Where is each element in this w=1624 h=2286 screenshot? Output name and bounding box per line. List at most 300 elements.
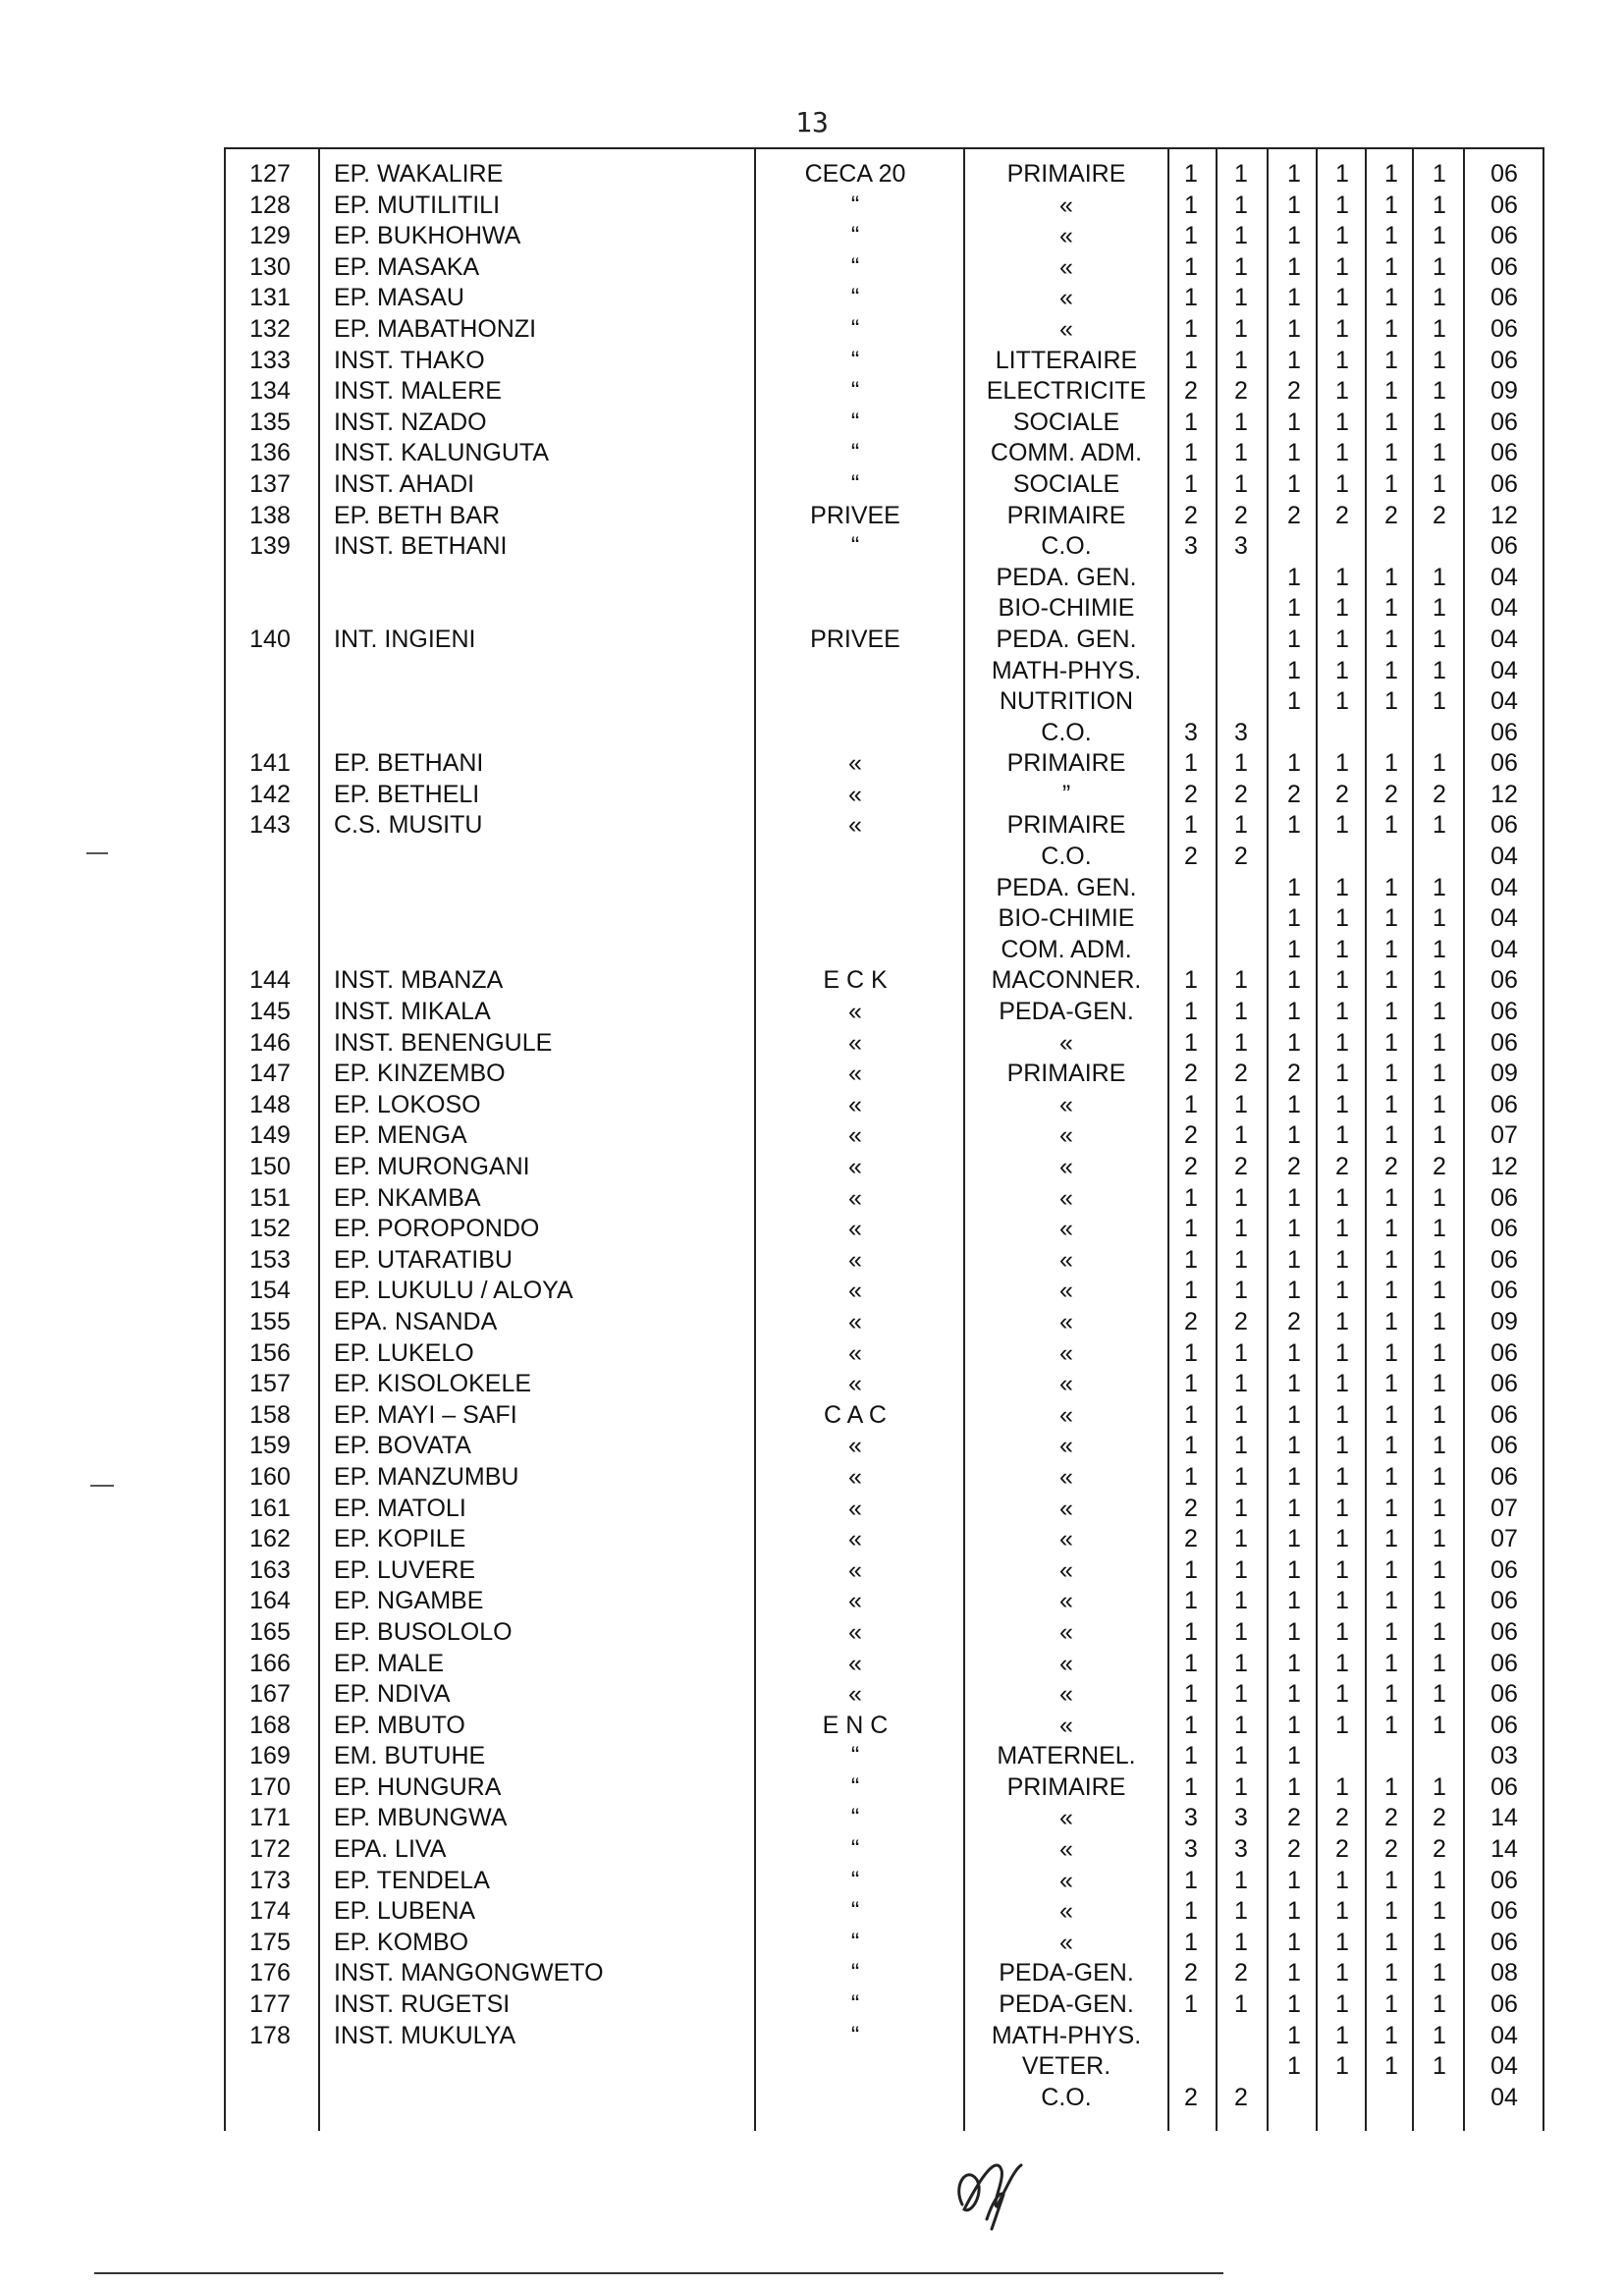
table-row <box>224 810 1544 842</box>
grade-count: 1 <box>1433 1338 1446 1367</box>
grade-count: 1 <box>1433 1277 1446 1305</box>
grade-count: 1 <box>1184 1897 1198 1926</box>
grade-count: 1 <box>1335 1772 1349 1801</box>
grade-count: 2 <box>1184 1959 1198 1987</box>
row-number: 177 <box>249 1990 291 2019</box>
grade-count: 1 <box>1433 346 1446 374</box>
grade-count: 1 <box>1384 563 1398 591</box>
section: « <box>1059 1462 1073 1491</box>
grade-count: 3 <box>1234 718 1248 746</box>
grade-count: 3 <box>1234 1835 1248 1864</box>
grade-count: 1 <box>1234 811 1248 840</box>
section: ” <box>1061 780 1071 808</box>
grade-count: 1 <box>1384 1649 1398 1677</box>
grade-count: 2 <box>1184 843 1198 871</box>
row-number: 159 <box>249 1432 291 1460</box>
table-row <box>224 1772 1544 1804</box>
total: 06 <box>1490 1432 1518 1460</box>
grade-count: 2 <box>1287 1060 1301 1088</box>
grade-count: 1 <box>1335 377 1349 406</box>
total: 06 <box>1490 1183 1518 1212</box>
grade-count: 2 <box>1234 1153 1248 1180</box>
grade-count: 1 <box>1234 749 1248 778</box>
grade-count: 1 <box>1433 1370 1446 1398</box>
row-number: 146 <box>249 1028 291 1057</box>
grade-count: 1 <box>1433 1617 1446 1646</box>
grade-count: 1 <box>1234 1338 1248 1367</box>
grade-count: 1 <box>1335 1277 1349 1305</box>
grade-count: 1 <box>1335 346 1349 374</box>
grade-count: 1 <box>1234 1742 1248 1770</box>
section: « <box>1059 1494 1073 1522</box>
regime: « <box>848 1338 862 1367</box>
grade-count: 1 <box>1287 594 1301 623</box>
table-row <box>224 1834 1544 1866</box>
section: « <box>1059 1525 1073 1553</box>
school-name: EP. TENDELA <box>334 1866 490 1894</box>
grade-count: 1 <box>1234 1866 1248 1894</box>
total: 12 <box>1490 1153 1518 1180</box>
grade-count: 1 <box>1287 656 1301 684</box>
table-row <box>224 593 1544 625</box>
grade-count: 1 <box>1433 811 1446 840</box>
row-number: 127 <box>249 160 291 188</box>
grade-count: 1 <box>1184 222 1198 250</box>
section: COMM. ADM. <box>990 439 1143 467</box>
grade-count: 1 <box>1287 1928 1301 1956</box>
school-name: EP. KOMBO <box>334 1928 469 1956</box>
school-name: INT. INGIENI <box>334 625 476 653</box>
table-row <box>224 1617 1544 1649</box>
grade-count: 2 <box>1335 1153 1349 1180</box>
grade-count: 1 <box>1433 469 1446 498</box>
total: 06 <box>1490 1680 1518 1709</box>
section: PRIMAIRE <box>1006 1772 1126 1801</box>
grade-count: 1 <box>1184 1245 1198 1274</box>
grade-count: 3 <box>1234 532 1248 561</box>
regime: PRIVEE <box>810 625 900 653</box>
table-row <box>224 1711 1544 1742</box>
grade-count: 2 <box>1287 377 1301 406</box>
grade-count: 1 <box>1184 1183 1198 1212</box>
grade-count: 1 <box>1287 190 1301 219</box>
row-number: 151 <box>249 1183 291 1212</box>
school-name: INST. MIKALA <box>334 998 491 1026</box>
grade-count: 1 <box>1335 594 1349 623</box>
regime: « <box>848 1028 862 1057</box>
total: 04 <box>1490 904 1518 933</box>
total: 06 <box>1490 1866 1518 1894</box>
grade-count: 1 <box>1234 284 1248 312</box>
grade-count: 1 <box>1234 998 1248 1026</box>
total: 06 <box>1490 190 1518 219</box>
grade-count: 1 <box>1287 1370 1301 1398</box>
section: « <box>1059 1277 1073 1305</box>
regime: “ <box>850 1772 860 1801</box>
grade-count: 2 <box>1335 1804 1349 1832</box>
grade-count: 1 <box>1287 1090 1301 1118</box>
grade-count: 1 <box>1335 749 1349 778</box>
grade-count: 1 <box>1335 2021 1349 2049</box>
table-row <box>224 1679 1544 1711</box>
regime: PRIVEE <box>810 501 900 529</box>
section: ELECTRICITE <box>986 377 1147 406</box>
grade-count: 2 <box>1234 1959 1248 1987</box>
grade-count: 1 <box>1433 656 1446 684</box>
total: 06 <box>1490 811 1518 840</box>
regime: “ <box>850 377 860 406</box>
school-name: EP. KISOLOKELE <box>334 1370 532 1398</box>
grade-count: 1 <box>1184 284 1198 312</box>
total: 06 <box>1490 1277 1518 1305</box>
grade-count: 1 <box>1234 1525 1248 1553</box>
section: « <box>1059 1338 1073 1367</box>
school-name: EP. MASAU <box>334 284 464 312</box>
section: SOCIALE <box>1012 408 1120 436</box>
school-name: EP. NDIVA <box>334 1680 451 1709</box>
total: 06 <box>1490 160 1518 188</box>
regime: E C K <box>823 966 888 995</box>
table-row <box>224 1462 1544 1494</box>
grade-count: 2 <box>1234 843 1248 871</box>
school-name: INST. RUGETSI <box>334 1990 511 2019</box>
total: 06 <box>1490 1897 1518 1926</box>
grade-count: 1 <box>1433 1959 1446 1987</box>
regime: “ <box>850 222 860 250</box>
grade-count: 1 <box>1335 935 1349 963</box>
grade-count: 1 <box>1287 1866 1301 1894</box>
total: 06 <box>1490 966 1518 995</box>
grade-count: 2 <box>1184 1525 1198 1553</box>
grade-count: 1 <box>1433 594 1446 623</box>
grade-count: 1 <box>1335 1649 1349 1677</box>
regime: « <box>848 1060 862 1088</box>
section: BIO-CHIMIE <box>998 594 1135 623</box>
row-number: 166 <box>249 1649 291 1677</box>
regime: “ <box>850 1897 860 1926</box>
grade-count: 1 <box>1234 160 1248 188</box>
grade-count: 1 <box>1384 2052 1398 2081</box>
regime: “ <box>850 439 860 467</box>
row-number: 141 <box>249 749 291 778</box>
section: PRIMAIRE <box>1006 749 1126 778</box>
grade-count: 1 <box>1384 1432 1398 1460</box>
section: PEDA-GEN. <box>999 998 1134 1026</box>
regime: CECA 20 <box>804 160 906 188</box>
regime: « <box>848 749 862 778</box>
school-name: EP. LUVERE <box>334 1555 476 1584</box>
regime: “ <box>850 532 860 561</box>
grade-count: 1 <box>1335 625 1349 653</box>
grade-count: 2 <box>1234 780 1248 808</box>
row-number: 144 <box>249 966 291 995</box>
regime: “ <box>850 1866 860 1894</box>
section: PEDA-GEN. <box>999 1990 1134 2019</box>
section: MATERNEL. <box>997 1742 1136 1770</box>
total: 06 <box>1490 1990 1518 2019</box>
section: « <box>1059 1121 1073 1150</box>
grade-count: 2 <box>1184 1060 1198 1088</box>
grade-count: 1 <box>1335 563 1349 591</box>
row-number: 171 <box>249 1804 291 1832</box>
grade-count: 1 <box>1384 439 1398 467</box>
school-name: EP. WAKALIRE <box>334 160 504 188</box>
section: C.O. <box>1041 2083 1092 2111</box>
table-row <box>224 1276 1544 1307</box>
regime: « <box>848 1432 862 1460</box>
grade-count: 1 <box>1384 377 1398 406</box>
grade-count: 1 <box>1384 811 1398 840</box>
grade-count: 1 <box>1335 190 1349 219</box>
grade-count: 1 <box>1384 1494 1398 1522</box>
regime: « <box>848 1462 862 1491</box>
grade-count: 2 <box>1433 1153 1446 1180</box>
section: C.O. <box>1041 532 1092 561</box>
grade-count: 3 <box>1184 1835 1198 1864</box>
school-name: EP. MURONGANI <box>334 1153 530 1180</box>
grade-count: 1 <box>1384 2021 1398 2049</box>
grade-count: 1 <box>1287 935 1301 963</box>
grade-count: 1 <box>1234 1617 1248 1646</box>
total: 06 <box>1490 1587 1518 1615</box>
grade-count: 1 <box>1184 346 1198 374</box>
grade-count: 1 <box>1384 904 1398 933</box>
school-name: EP. BETH BAR <box>334 501 501 529</box>
grade-count: 1 <box>1384 1121 1398 1150</box>
grade-count: 1 <box>1234 1028 1248 1057</box>
table-rows <box>224 159 1544 2113</box>
section: NUTRITION <box>999 687 1134 716</box>
grade-count: 1 <box>1234 1183 1248 1212</box>
grade-count: 1 <box>1384 1990 1398 2019</box>
table-row <box>224 1741 1544 1772</box>
grade-count: 1 <box>1433 1432 1446 1460</box>
grade-count: 1 <box>1234 1772 1248 1801</box>
grade-count: 2 <box>1384 1835 1398 1864</box>
grade-count: 1 <box>1184 1866 1198 1894</box>
grade-count: 1 <box>1433 314 1446 343</box>
regime: “ <box>850 284 860 312</box>
grade-count: 1 <box>1384 1555 1398 1584</box>
total: 06 <box>1490 1400 1518 1429</box>
total: 09 <box>1490 377 1518 406</box>
grade-count: 2 <box>1384 780 1398 808</box>
total: 06 <box>1490 252 1518 281</box>
grade-count: 1 <box>1234 1432 1248 1460</box>
row-number: 162 <box>249 1525 291 1553</box>
grade-count: 1 <box>1384 1680 1398 1709</box>
school-name: EP. NGAMBE <box>334 1587 484 1615</box>
grade-count: 1 <box>1384 1617 1398 1646</box>
section: « <box>1059 222 1073 250</box>
grade-count: 1 <box>1335 1617 1349 1646</box>
grade-count: 1 <box>1287 1959 1301 1987</box>
row-number: 149 <box>249 1121 291 1150</box>
table-row <box>224 2083 1544 2114</box>
row-number: 165 <box>249 1617 291 1646</box>
regime: “ <box>850 1742 860 1770</box>
grade-count: 1 <box>1384 594 1398 623</box>
row-number: 168 <box>249 1711 291 1739</box>
regime: « <box>848 1680 862 1709</box>
grade-count: 1 <box>1287 1525 1301 1553</box>
grade-count: 1 <box>1234 1400 1248 1429</box>
grade-count: 1 <box>1433 1525 1446 1553</box>
grade-count: 1 <box>1384 1090 1398 1118</box>
grade-count: 1 <box>1384 190 1398 219</box>
grade-count: 1 <box>1433 998 1446 1026</box>
grade-count: 1 <box>1335 1525 1349 1553</box>
regime: « <box>848 780 862 808</box>
row-number: 153 <box>249 1245 291 1274</box>
total: 06 <box>1490 532 1518 561</box>
total: 14 <box>1490 1835 1518 1864</box>
grade-count: 1 <box>1287 1897 1301 1926</box>
grade-count: 1 <box>1335 687 1349 716</box>
table-row <box>224 1649 1544 1680</box>
grade-count: 1 <box>1384 346 1398 374</box>
grade-count: 1 <box>1433 1462 1446 1491</box>
grade-count: 1 <box>1384 1215 1398 1243</box>
total: 09 <box>1490 1307 1518 1335</box>
grade-count: 1 <box>1287 469 1301 498</box>
school-name: EP. BUKHOHWA <box>334 222 521 250</box>
grade-count: 1 <box>1234 1370 1248 1398</box>
grade-count: 1 <box>1234 252 1248 281</box>
total: 12 <box>1490 780 1518 808</box>
grade-count: 1 <box>1433 222 1446 250</box>
grade-count: 1 <box>1287 1338 1301 1367</box>
table-row <box>224 1338 1544 1370</box>
grade-count: 1 <box>1184 1215 1198 1243</box>
regime: « <box>848 811 862 840</box>
grade-count: 2 <box>1384 1804 1398 1832</box>
grade-count: 1 <box>1335 1959 1349 1987</box>
table-row <box>224 842 1544 873</box>
table-row <box>224 1183 1544 1215</box>
grade-count: 1 <box>1384 1711 1398 1739</box>
total: 06 <box>1490 1928 1518 1956</box>
section: SOCIALE <box>1012 469 1120 498</box>
total: 06 <box>1490 284 1518 312</box>
total: 06 <box>1490 346 1518 374</box>
grade-count: 1 <box>1234 1215 1248 1243</box>
grade-count: 1 <box>1335 998 1349 1026</box>
regime: “ <box>850 408 860 436</box>
grade-count: 1 <box>1335 160 1349 188</box>
section: PRIMAIRE <box>1006 1060 1126 1088</box>
grade-count: 3 <box>1184 718 1198 746</box>
school-name: EM. BUTUHE <box>334 1742 486 1770</box>
grade-count: 1 <box>1234 1121 1248 1150</box>
section: « <box>1059 1028 1073 1057</box>
section: BIO-CHIMIE <box>998 904 1135 933</box>
total: 04 <box>1490 563 1518 591</box>
school-name: EP. POROPONDO <box>334 1215 540 1243</box>
grade-count: 1 <box>1287 252 1301 281</box>
grade-count: 1 <box>1234 966 1248 995</box>
school-name: INST. MUKULYA <box>334 2021 516 2049</box>
grade-count: 1 <box>1433 1121 1446 1150</box>
total: 07 <box>1490 1525 1518 1553</box>
grade-count: 1 <box>1287 222 1301 250</box>
grade-count: 1 <box>1433 190 1446 219</box>
grade-count: 1 <box>1335 439 1349 467</box>
school-name: EP. BETHANI <box>334 749 484 778</box>
grade-count: 1 <box>1384 314 1398 343</box>
table-row <box>224 965 1544 997</box>
row-number: 147 <box>249 1060 291 1088</box>
row-number: 175 <box>249 1928 291 1956</box>
grade-count: 1 <box>1184 998 1198 1026</box>
grade-count: 1 <box>1433 160 1446 188</box>
total: 06 <box>1490 314 1518 343</box>
grade-count: 1 <box>1184 1338 1198 1367</box>
table-row <box>224 314 1544 346</box>
regime: “ <box>850 314 860 343</box>
total: 06 <box>1490 1711 1518 1739</box>
grade-count: 1 <box>1384 1245 1398 1274</box>
table-row <box>224 1400 1544 1432</box>
row-number: 132 <box>249 314 291 343</box>
table-row <box>224 1369 1544 1400</box>
table-row <box>224 438 1544 469</box>
grade-count: 1 <box>1433 1494 1446 1522</box>
section: « <box>1059 1307 1073 1335</box>
grade-count: 1 <box>1184 749 1198 778</box>
grade-count: 1 <box>1433 935 1446 963</box>
table-row <box>224 501 1544 532</box>
grade-count: 1 <box>1234 1245 1248 1274</box>
table-row <box>224 1090 1544 1121</box>
grade-count: 1 <box>1184 1400 1198 1429</box>
school-name: INST. MBANZA <box>334 966 504 995</box>
grade-count: 1 <box>1287 1215 1301 1243</box>
section: « <box>1059 1617 1073 1646</box>
grade-count: 1 <box>1433 1060 1446 1088</box>
school-name: INST. AHADI <box>334 469 475 498</box>
grade-count: 1 <box>1384 1587 1398 1615</box>
school-name: INST. THAKO <box>334 346 485 374</box>
table-row <box>224 469 1544 501</box>
grade-count: 2 <box>1184 1121 1198 1150</box>
grade-count: 1 <box>1384 625 1398 653</box>
regime: « <box>848 1494 862 1522</box>
grade-count: 1 <box>1234 1928 1248 1956</box>
section: « <box>1059 1245 1073 1274</box>
grade-count: 1 <box>1184 811 1198 840</box>
grade-count: 1 <box>1335 1587 1349 1615</box>
table-row <box>224 780 1544 811</box>
row-number: 142 <box>249 780 291 808</box>
grade-count: 1 <box>1384 1525 1398 1553</box>
grade-count: 2 <box>1335 1835 1349 1864</box>
grade-count: 1 <box>1287 1028 1301 1057</box>
school-name: EP. LOKOSO <box>334 1090 481 1118</box>
grade-count: 1 <box>1287 1711 1301 1739</box>
school-name: EPA. NSANDA <box>334 1307 498 1335</box>
total: 06 <box>1490 1649 1518 1677</box>
section: C.O. <box>1041 843 1092 871</box>
section: « <box>1059 1432 1073 1460</box>
grade-count: 1 <box>1433 1400 1446 1429</box>
total: 07 <box>1490 1494 1518 1522</box>
grade-count: 1 <box>1384 749 1398 778</box>
grade-count: 1 <box>1184 966 1198 995</box>
school-name: INST. MALERE <box>334 377 502 406</box>
grade-count: 1 <box>1287 904 1301 933</box>
grade-count: 1 <box>1384 284 1398 312</box>
